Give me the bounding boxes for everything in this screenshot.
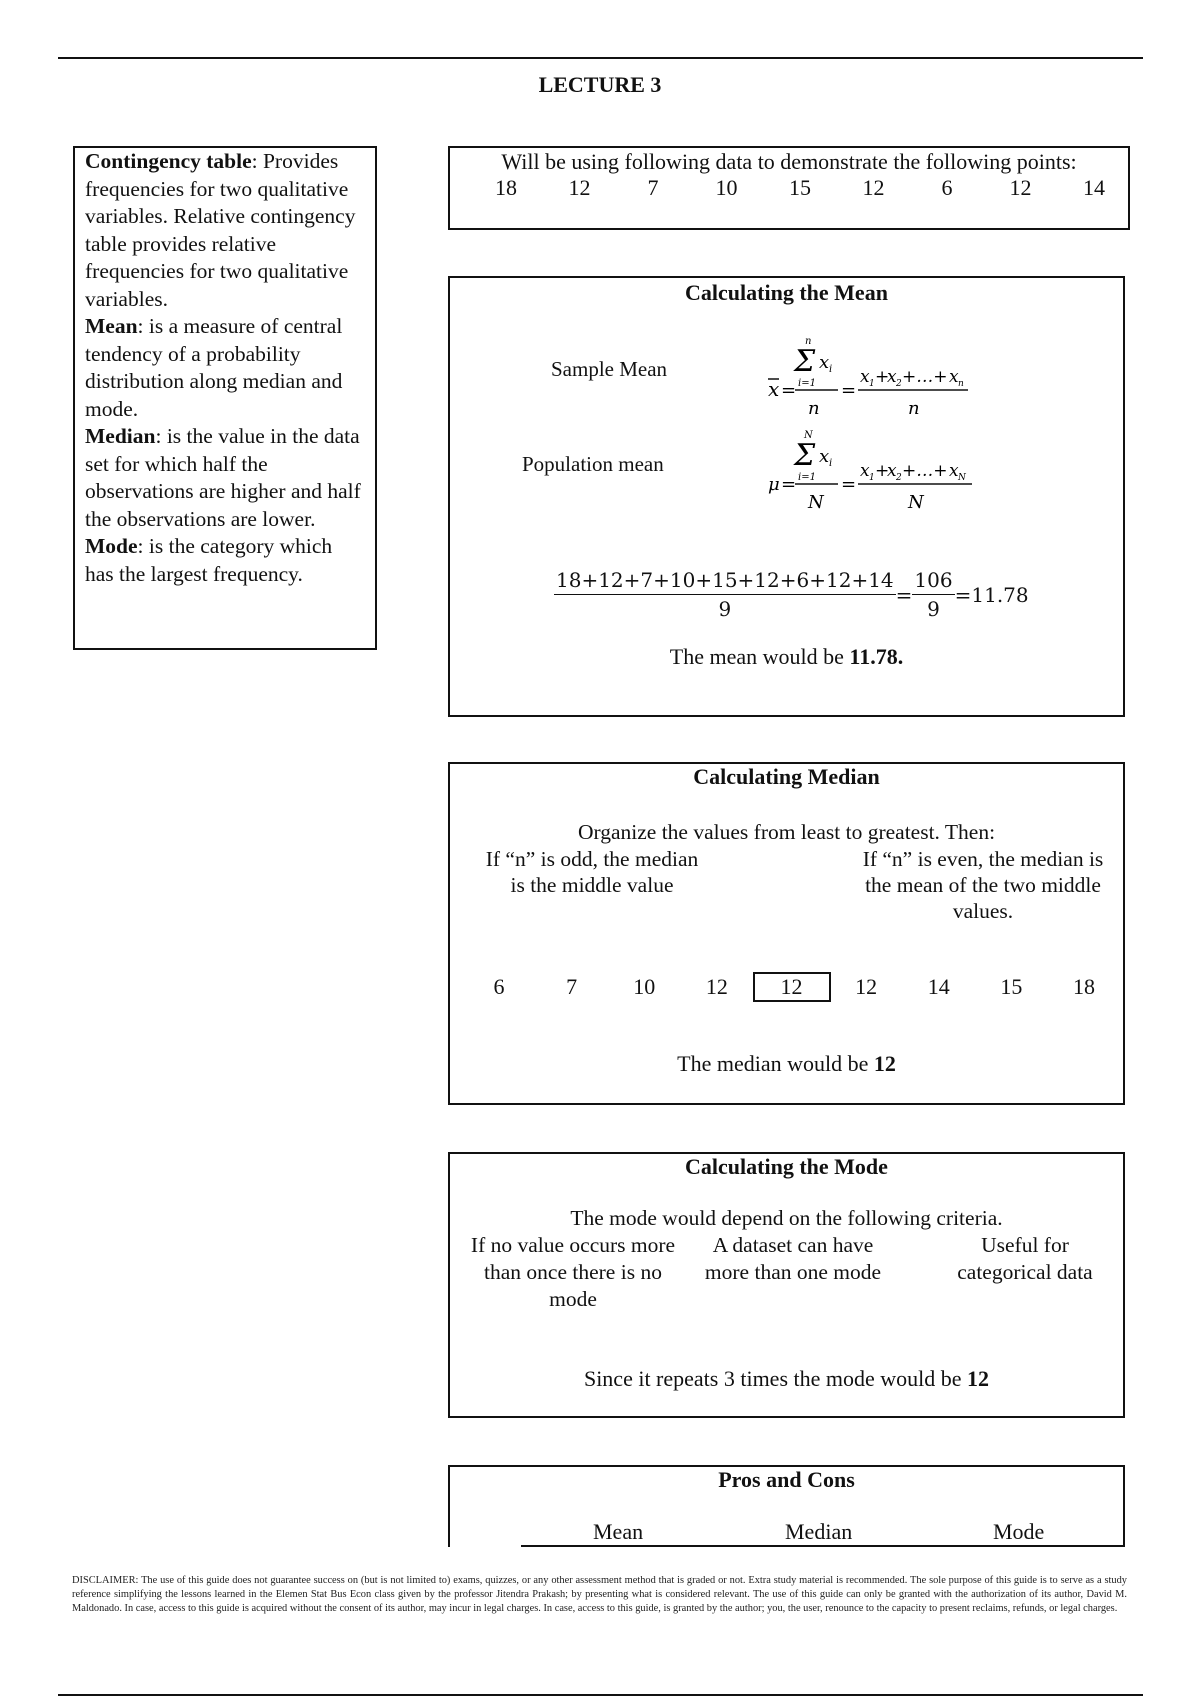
def-median: : is the value in the data set for which half the observations are higher and half the observations are lower. [85,424,361,531]
svg-text:=: = [781,474,797,495]
dataset-box [448,146,1130,230]
svg-text:Σ: Σ [794,344,816,379]
svg-text:+: + [875,367,890,387]
median-even-rule: If “n” is even, the median is the mean of the two middle values. [862,847,1104,923]
pros-cons-underline [521,1545,1125,1547]
sorted-value: 12 [705,974,728,999]
population-mean-equation [768,428,1018,520]
mean-title: Calculating the Mean [685,280,888,305]
mean-box [448,276,1125,717]
svg-text:i=1: i=1 [798,472,816,483]
mode-box [448,1152,1125,1418]
term-mean: Mean [85,314,138,338]
svg-text:i: i [829,364,833,375]
svg-text:n: n [958,379,964,389]
pros-cons-column-header: Mean [593,1519,644,1544]
population-mean-formula [768,428,1018,525]
svg-text:μ: μ [768,474,780,495]
definition-mean [85,313,365,423]
disclaimer: DISCLAIMER: The use of this guide does not guarantee success on (but is not limited to) exams, quizzes, or any other assessment method that is graded or not. Extra study material is recommended. The sole purpose of this guide is to serve as a study reference simplifying the lessons learned in the Elemen Stat Bus Econ class given by the professor Jitendra Prakash; by presenting what is considered relevant. The use of this guide can only be granted with the authorization of its author, David M. Maldonado. In case, access to this guide is acquired without the consent of its author, may incur in legal charges. In case, access to this guide, is granted by the author; you, the user, renounce to the capacity to present reclaims, refunds, or legal charges. [72,1575,1127,1614]
calc-fraction [554,568,896,621]
data-value: 7 [647,175,659,200]
term-mode: Mode [85,534,138,558]
svg-text:x: x [768,377,780,401]
svg-text:2: 2 [896,379,902,389]
data-value: 12 [862,175,885,200]
median-box [448,762,1125,1105]
svg-text:i=1: i=1 [798,378,816,389]
pros-cons-title: Pros and Cons [718,1467,855,1492]
top-rule [58,57,1143,59]
svg-text:=: = [781,380,797,401]
svg-text:+…+: +…+ [902,461,948,481]
sorted-value: 12 [855,974,878,999]
mean-conclusion-value: 11.78. [849,644,904,669]
dataset-intro: Will be using following data to demonstrate the following points: [501,149,1077,174]
median-highlighted-value: 12 [753,972,831,1002]
svg-text:i: i [829,458,833,469]
def-mode: : is the category which has the largest frequency. [85,534,333,586]
page-title: LECTURE 3 [538,72,662,97]
pros-cons-column-header: Mode [993,1519,1045,1544]
svg-text:N: N [908,492,924,513]
data-value: 10 [715,175,738,200]
svg-text:x: x [949,367,959,387]
mode-conclusion-value: 12 [967,1366,990,1391]
data-value: 18 [495,175,517,200]
definition-contingency [85,148,365,313]
calc-denominator: 9 [718,597,732,621]
mode-criterion: Useful for categorical data [957,1233,1093,1284]
mode-conclusion [450,1366,1123,1392]
svg-text:x: x [887,367,897,387]
sorted-value: 18 [1073,974,1095,999]
calc-fraction-sum [912,568,954,621]
svg-text:=: = [841,474,857,495]
median-conclusion-value: 12 [873,1051,896,1076]
term-contingency: Contingency table [85,149,252,173]
median-instruction: Organize the values from least to greatest. Then: [577,820,996,844]
svg-text:x: x [860,461,870,481]
mean-calculation [554,568,1029,621]
mode-title: Calculating the Mode [685,1154,888,1179]
sorted-value: 10 [633,974,656,999]
definition-mode [85,533,365,588]
sorted-values [468,974,1123,1000]
svg-text:x: x [887,461,897,481]
median-title: Calculating Median [693,764,880,789]
term-median: Median [85,424,156,448]
mode-intro: The mode would depend on the following criteria. [570,1206,1003,1230]
svg-text:n: n [908,398,920,419]
calc-numerator: 18+12+7+10+15+12+6+12+14 [554,568,896,595]
equals-sign: = [895,582,913,607]
svg-text:Σ: Σ [794,438,816,473]
mean-conclusion-text: The mean would be [669,644,850,669]
svg-text:+: + [875,461,890,481]
svg-text:1: 1 [869,379,875,389]
calc-sum: 106 [912,568,954,595]
sample-mean-equation [768,334,1018,426]
svg-text:x: x [949,461,959,481]
calc-sum-denominator: 9 [927,597,940,621]
svg-text:x: x [860,367,870,387]
median-conclusion [450,1051,1123,1077]
definition-median [85,423,365,533]
sample-mean-formula [768,334,1018,431]
mean-conclusion [450,644,1123,670]
svg-text:x: x [819,352,830,373]
pros-cons-box [448,1465,1125,1547]
svg-text:=: = [841,380,857,401]
svg-text:n: n [805,336,812,347]
def-contingency: : Provides frequencies for two qualitative variables. Relative contingency table provides relative frequencies for two qualitative variables. [85,149,356,311]
mode-conclusion-text: Since it repeats 3 times the mode would be [583,1366,968,1391]
pros-cons-column-header: Median [785,1519,853,1544]
svg-text:N: N [804,430,813,441]
svg-text:x: x [819,446,830,467]
svg-text:N: N [958,473,966,483]
mode-criterion: A dataset can have more than one mode [704,1233,882,1284]
data-value: 12 [1009,175,1032,200]
data-value: 14 [1083,175,1105,200]
median-odd-rule: If “n” is odd, the median is the middle value [485,847,699,897]
population-mean-label: Population mean [522,452,664,476]
data-value: 6 [941,175,953,200]
bottom-rule [58,1694,1143,1696]
sorted-value: 6 [493,974,505,999]
data-value: 15 [789,175,811,200]
sorted-value: 14 [927,974,950,999]
svg-text:2: 2 [896,473,902,483]
svg-text:n: n [808,398,820,419]
data-value: 12 [568,175,591,200]
sorted-value: 7 [566,974,578,999]
sorted-value: 15 [1000,974,1023,999]
svg-text:+…+: +…+ [902,367,948,387]
svg-text:N: N [808,492,824,513]
def-mean: : is a measure of central tendency of a probability distribution along median and mode. [85,314,343,421]
svg-text:1: 1 [869,473,875,483]
calc-result: =11.78 [954,582,1029,607]
definitions-box [73,146,377,650]
sample-mean-label: Sample Mean [551,357,668,381]
mode-criterion: If no value occurs more than once there is no mode [470,1233,676,1311]
median-conclusion-text: The median would be [677,1051,874,1076]
dataset-values [450,176,1128,200]
